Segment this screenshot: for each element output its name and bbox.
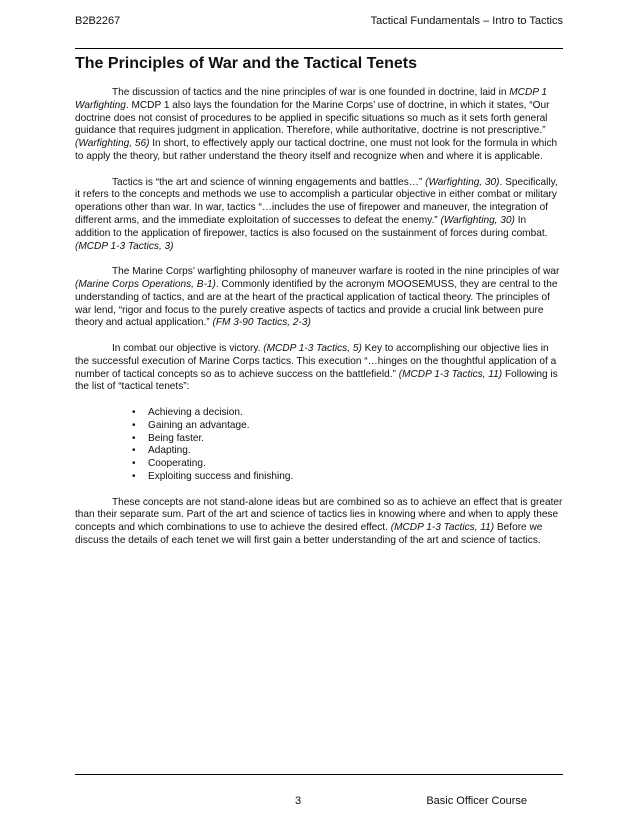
paragraph-text: Following is the list of “tactical tenets”:: [75, 368, 558, 393]
citation: (FM 3-90 Tactics, 2-3): [212, 317, 311, 329]
tactical-tenets-list: [75, 407, 563, 484]
paragraph-text: Before we discuss the details of each tenet we will first gain a better understanding of the art and science of tactics.: [75, 522, 543, 546]
body-content: [75, 87, 563, 560]
course-name: Basic Officer Course: [426, 795, 527, 807]
list-item: • Being faster.: [75, 433, 563, 446]
list-item: • Cooperating.: [75, 458, 563, 471]
page-footer: [75, 795, 563, 811]
paragraph-text: . Specifically, it refers to the concepts and methods we use to accomplish a particular objective in either combat or military operations other than war. In war, tactics “…includes the use of firepower and maneuver, the integration of different arms, and the immediate exploitation of successes to defeat the enemy.”: [75, 176, 558, 226]
paragraph-text: The Marine Corps’ warfighting philosophy of maneuver warfare is rooted in the nine principles of war: [112, 266, 560, 278]
paragraph-closing: [75, 497, 563, 548]
header-divider: [75, 48, 563, 49]
paragraph-text: These concepts are not stand-alone ideas but are combined so as to achieve an effect that is greater than their separate sum. Part of the art and science of tactics lies in knowing where and when to apply these concepts and which combinations to use to achieve the desired effect.: [75, 496, 563, 534]
page-number: 3: [295, 795, 302, 807]
section-title: Tactical Fundamentals – Intro to Tactics: [370, 15, 563, 27]
citation: (MCDP 1-3 Tactics, 5): [263, 342, 362, 354]
list-item: • Adapting.: [75, 445, 563, 458]
paragraph-text: In short, to effectively apply our tactical doctrine, one must not look for the formula in which to apply the theory, but rather understand the theory itself and recognize when and where it is applicable.: [75, 138, 558, 162]
paragraph-text: . MCDP 1 also lays the foundation for the Marine Corps’ use of doctrine, in which it states, “Our doctrine does not consist of procedures to be applied in specific situations so much as it sets forth general guidance that requires judgment in application. Therefore, while authoritative, doctrine is not prescriptive.”: [75, 99, 550, 137]
citation: MCDP 1 Warfighting: [75, 87, 548, 111]
citation: (Warfighting, 30): [425, 176, 500, 188]
citation: (MCDP 1-3 Tactics, 11): [390, 522, 495, 534]
list-item: • Achieving a decision.: [75, 407, 563, 420]
page-header: [75, 15, 563, 33]
citation: (Warfighting, 56): [75, 138, 150, 150]
citation: (MCDP 1-3 Tactics, 11): [398, 368, 503, 380]
list-item: • Gaining an advantage.: [75, 420, 563, 433]
citation: (Marine Corps Operations, B-1): [75, 278, 216, 290]
paragraph-combat-objective: [75, 343, 563, 394]
paragraph-text: . Commonly identified by the acronym MOOSEMUSS, they are central to the understanding of tactics, and are at the heart of the practical application of tactical theory. The principles of war lend, “rigor and focus to the purely creative aspects of tactics and provide a crucial link between pure theory and actual application.”: [75, 278, 558, 329]
paragraph-text: In addition to the application of firepower, tactics is also focused on the sustainment of forces during combat.: [75, 214, 548, 239]
paragraph-text: Tactics is “the art and science of winning engagements and battles…”: [112, 176, 426, 188]
footer-divider: [75, 774, 563, 775]
paragraph-principles-of-war: [75, 266, 563, 330]
document-id: B2B2267: [75, 15, 121, 27]
citation: (MCDP 1-3 Tactics, 3): [75, 240, 174, 252]
paragraph-text: In combat our objective is victory.: [112, 342, 264, 354]
citation: (Warfighting, 30): [440, 214, 515, 226]
page-title: The Principles of War and the Tactical Tenets: [75, 55, 417, 72]
paragraph-doctrine: [75, 87, 563, 164]
paragraph-tactics-definition: [75, 177, 563, 254]
paragraph-text: The discussion of tactics and the nine principles of war is one founded in doctrine, laid in: [112, 87, 510, 98]
paragraph-text: Key to accomplishing our objective lies in the successful execution of Marine Corps tactics. This execution “…hinges on the thoughtful application of a number of tactical concepts so as to achieve success on the battlefield.”: [75, 342, 557, 380]
list-item: • Exploiting success and finishing.: [75, 471, 563, 484]
